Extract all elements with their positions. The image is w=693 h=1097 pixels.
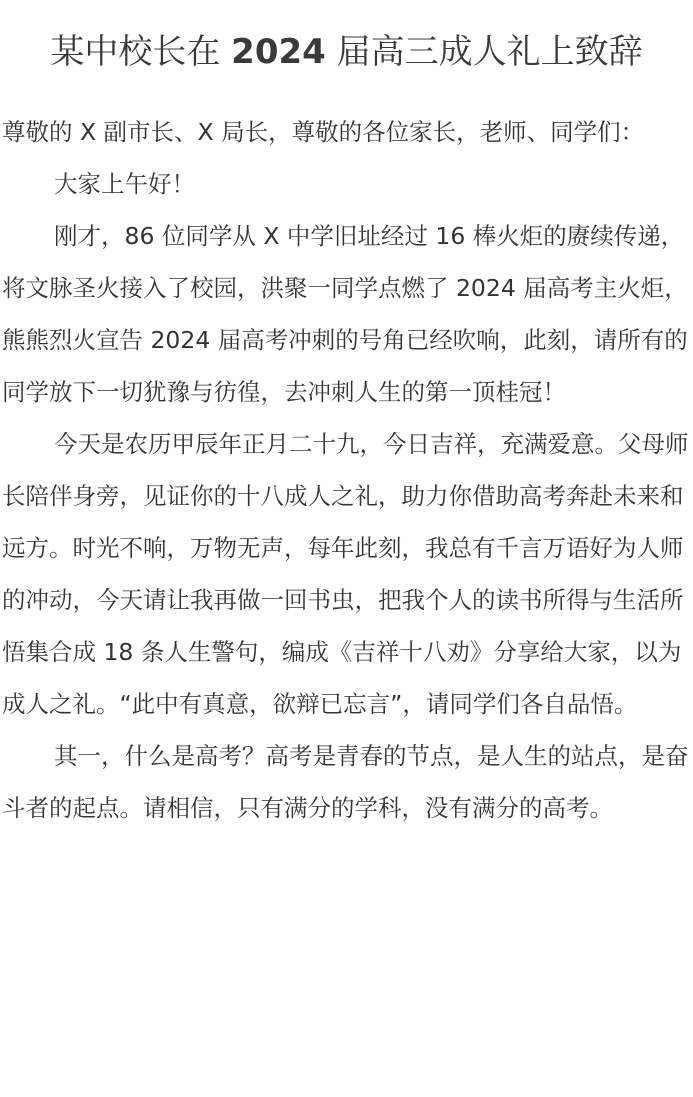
paragraph-greeting: 大家上午好！: [54, 170, 195, 198]
paragraph-ceremony: 今天是农历甲辰年正月二十九，今日吉祥，充满爱意。父母师长陪伴身旁，见证你的十八成人之礼，助力你借助高考奔赴未来和远方。时光不响，万物无声，每年此刻，我总有千言万语好为人师的冲动，今天请让我再做一回书虫，把我个人的读书所得与生活所悟集合成 18 条人生警句，编成《吉祥十八劝》分享给大家，以为成人之礼。“此中有真意，欲辩已忘言”，请同学们各自品悟。: [2, 430, 689, 718]
speech-body: [2, 106, 692, 834]
title-year: 2024: [231, 32, 326, 72]
paragraph-first-advice: 其一，什么是高考？高考是青春的节点，是人生的站点，是奋斗者的起点。请相信，只有满分的学科，没有满分的高考。: [2, 742, 689, 822]
page-title: [0, 28, 693, 76]
paragraph-torch: 刚才，86 位同学从 X 中学旧址经过 16 棒火炬的赓续传递，将文脉圣火接入了校园，洪聚一同学点燃了 2024 届高考主火炬，熊熊烈火宣告 2024 届高考冲刺的号角已经吹响，此刻，请所有的同学放下一切犹豫与彷徨，去冲刺人生的第一顶桂冠！: [2, 222, 688, 406]
title-prefix: 某中校长在: [50, 32, 232, 72]
salutation: 尊敬的 X 副市长、X 局长，尊敬的各位家长，老师、同学们：: [2, 118, 645, 146]
title-suffix: 届高三成人礼上致辞: [325, 32, 643, 72]
